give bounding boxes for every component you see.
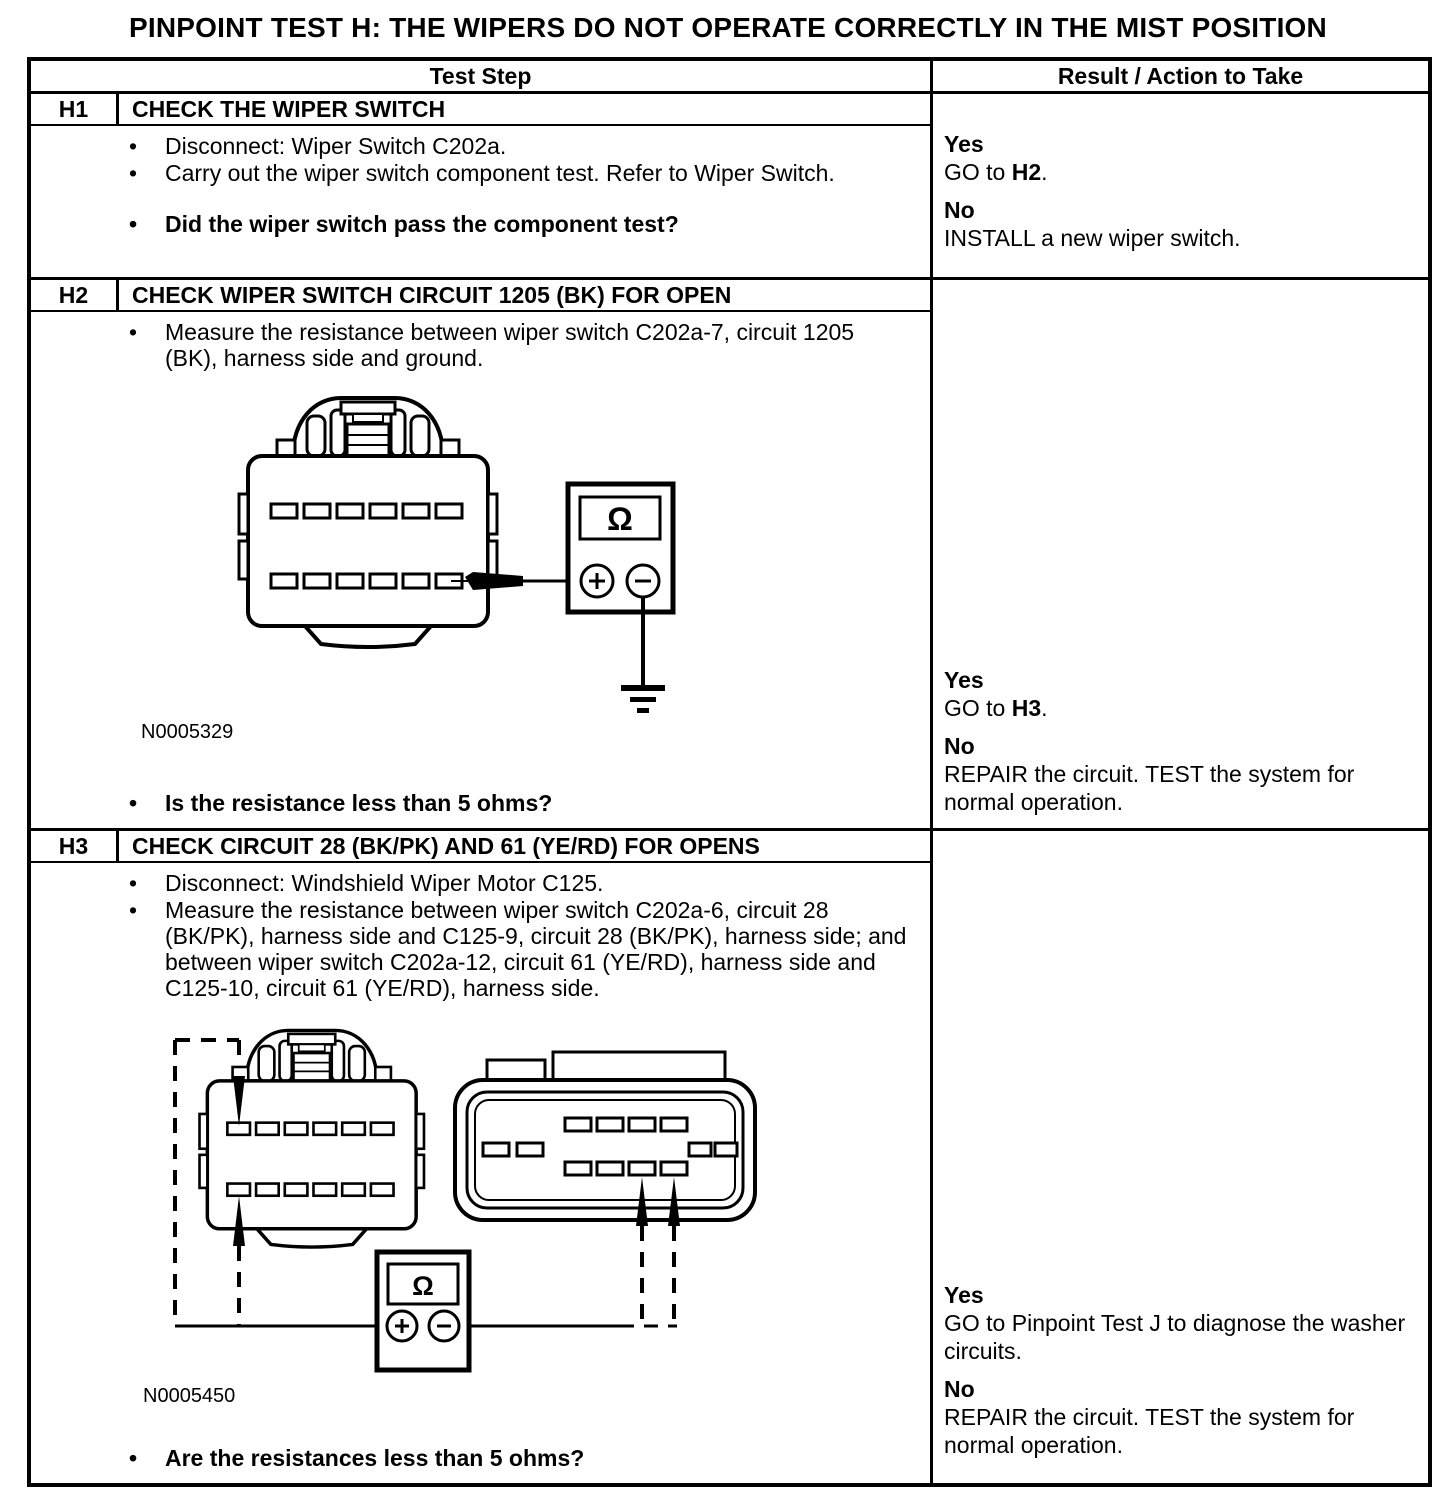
ohm-symbol: Ω [607,501,633,537]
test-step-row-h1 [31,94,1428,280]
yes-label: Yes [944,1282,984,1308]
h1-header-strip [31,94,930,126]
h3-test-step-cell [31,831,933,1483]
pinpoint-test-table [27,57,1432,1487]
ohm-symbol: Ω [412,1271,434,1301]
circuit-diagram-n0005450 [115,1010,915,1410]
h2-header-strip [31,280,930,312]
h2-step-body [31,312,930,828]
result-action-column-header: Result / Action to Take [1057,63,1304,89]
yes-action: GO to H3. [944,695,1048,721]
h3-instructions [31,863,930,1002]
test-step-row-h3 [31,831,1428,1483]
no-action: REPAIR the circuit. TEST the system for normal operation. [944,761,1355,815]
test-step-column-header: Test Step [31,61,933,91]
h2-step-title: CHECK WIPER SWITCH CIRCUIT 1205 (BK) FOR OPEN [132,282,732,308]
no-label: No [944,733,975,759]
h2-instructions [31,312,930,372]
yes-label: Yes [944,131,984,157]
h2-test-step-cell [31,280,933,828]
wiper-switch-connector-icon [200,1030,424,1247]
h3-step-title: CHECK CIRCUIT 28 (BK/PK) AND 61 (YE/RD) FOR OPENS [132,833,760,859]
no-label: No [944,1376,975,1402]
figure-label: N0005450 [143,1385,236,1407]
list-item: • Measure the resistance between wiper switch C202a-7, circuit 1205 (BK), harness side and ground. [127,319,907,371]
page-title: PINPOINT TEST H: THE WIPERS DO NOT OPERATE CORRECTLY IN THE MIST POSITION [129,12,1327,43]
list-item: • Carry out the wiper switch component test. Refer to Wiper Switch. [127,160,907,186]
h1-step-body [31,126,930,277]
yes-action: GO to Pinpoint Test J to diagnose the washer circuits. [944,1310,1406,1364]
list-item: • Disconnect: Wiper Switch C202a. [127,133,907,159]
yes-action: GO to H2. [944,159,1048,185]
circuit-diagram-n0005329 [113,386,913,748]
wiper-motor-connector-icon [455,1052,755,1220]
figure-label: N0005329 [141,721,234,743]
no-action: INSTALL a new wiper switch. [944,225,1241,251]
h1-test-step-cell [31,94,933,277]
no-label: No [944,197,975,223]
h1-instructions [31,126,930,187]
h1-step-title: CHECK THE WIPER SWITCH [132,96,446,122]
yes-label: Yes [944,667,984,693]
h2-step-number: H2 [31,280,119,310]
h2-result-cell [933,280,1428,828]
test-probe-icon [465,572,523,590]
test-step-row-h2 [31,280,1428,831]
h3-result-cell [933,831,1428,1483]
list-item: • Measure the resistance between wiper switch C202a-6, circuit 28 (BK/PK), harness side and C125-9, circuit 28 (BK/PK), harness side; and between wiper switch C202a-12, circuit 61 (YE/RD), harness side and C125-10, circuit 61 (YE/RD), harness side. [127,897,907,1001]
no-action: REPAIR the circuit. TEST the system for normal operation. [944,1404,1355,1458]
ohmmeter-icon [377,1252,469,1370]
dashed-lead-lines-right [642,1226,674,1326]
h3-step-body [31,863,930,1483]
list-item: • Disconnect: Windshield Wiper Motor C125. [127,870,907,896]
table-header-row [31,61,1428,94]
h3-question: • Are the resistances less than 5 ohms? [127,1445,907,1471]
wiper-switch-connector-icon [239,398,497,647]
h3-step-number: H3 [31,831,119,861]
h3-header-strip [31,831,930,863]
h2-question: • Is the resistance less than 5 ohms? [127,790,907,816]
h1-result-cell [933,94,1428,277]
h1-step-number: H1 [31,94,119,124]
h1-question: • Did the wiper switch pass the component test? [127,211,907,237]
